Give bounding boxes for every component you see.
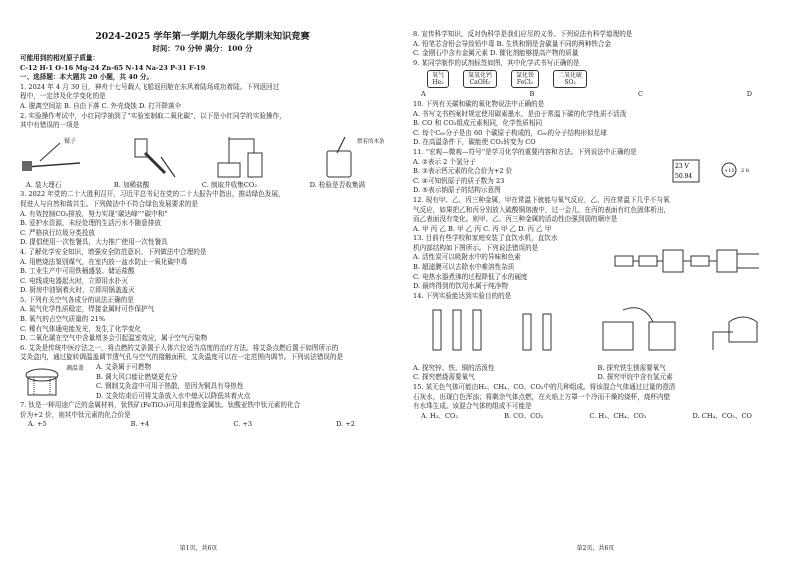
q3-line: 3. 2022 年党的二十大胜利召开，习近平总书记在党的二十大报告中指出，推动绿色发展， — [20, 190, 285, 199]
q12-line: 12. 现有甲、乙、丙三种金属，甲在常温下就能与氧气反应，乙、丙在常温下几乎不与氧 — [413, 195, 670, 204]
q5-option: B. 氧气的占空气质量的 21% — [20, 315, 106, 324]
q12-line: 而乙表面没有变化。则甲、乙、丙三种金属的活动性由强到弱的顺序是 — [413, 215, 618, 224]
q13-option: A. 活性炭可以吸附水中的异味和色素 — [413, 253, 521, 262]
q2-line: 2. 实验操作考试中，小红同学抽到了“实验室制取二氧化碳”，以下是小红同学的实验操作， — [20, 111, 286, 120]
q3-option: A. 有效控制CO₂排放，努力实现“碳达峰”“碳中和” — [20, 209, 168, 218]
q9-line: 9. 某同学制作的试剂标签如图，其中化学式书写正确的是 — [413, 58, 580, 67]
q2-figures — [20, 133, 385, 181]
q10-line: 10. 下列有关碳和碳的氧化物说法中正确的是 — [413, 99, 545, 108]
tweezers-figure — [20, 133, 100, 181]
q4-option: D. 厨房中油锅着火时，立即用锅盖盖灭 — [20, 286, 135, 295]
q13-option: D. 最终得到的饮用水属于纯净物 — [413, 282, 508, 291]
q11-option: A. ②表示 2 个氢分子 — [413, 157, 476, 166]
svg-text:2 8: 2 8 — [741, 167, 749, 174]
reagent-label: 二氧化硫 SO₂ — [553, 70, 587, 88]
q13-line: 机内部结构如下图所示。下列说法错误的是 — [413, 243, 539, 252]
q6-option: A. 艾条属于可燃物 — [96, 363, 152, 372]
reagent-label: 氧气 He₂ — [427, 70, 449, 88]
atomic-masses: C-12 H-1 O-16 Mg-24 Zn-65 N-14 Na-23 P-31 F-19 — [20, 63, 206, 72]
q6-option: C. 钢制艾灸盒中可用于热散，是因为铜具有导热性 — [96, 382, 244, 391]
q14-options-row1: A. 探究锌、铁、铜的活泼性 B. 探究铁生锈需要氧气 — [413, 363, 666, 372]
svg-text:+11: +11 — [724, 167, 735, 174]
q11-option: C. ④可知钒原子的质子数为 23 — [413, 176, 505, 185]
q4-option: C. 电线或电器起火时，立即用水扑灭 — [20, 276, 128, 285]
q5-line: 5. 下列有关空气各成分的说法正确的是 — [20, 295, 134, 304]
q11-line: 11. “宏观—微观—符号”是学习化学的重要内容和方法。下列说法中正确的是 — [413, 147, 637, 156]
q1-options: A. 脱离空间站 B. 自由下落 C. 外壳烧蚀 D. 打开降落伞 — [20, 101, 182, 110]
atomic-heading: 可能用到的相对原子质量： — [20, 54, 100, 62]
q9-options: A B C D — [421, 90, 752, 99]
water-dispenser-figure — [613, 234, 763, 292]
moxibustion-box-figure — [20, 363, 64, 401]
q8-line: 8. 宣传科学知识，反对伪科学是我们应尽的义务。下列说法有科学道理的是 — [413, 30, 633, 38]
q14-options-row2: C. 探究燃烧需要氧气 D. 探究甲烷中含有氢元素 — [413, 373, 673, 382]
test-full-figure — [305, 133, 385, 181]
q6-option: D. 艾灸结束后可将艾条放入水中熄灭以降低其着火点 — [96, 391, 251, 400]
q15-line: 有水珠生成。该混合气体的组成不可能是 — [413, 402, 532, 411]
q10-option: C. 每个C₆₀分子是由 60 个碳原子构成的，C₆₀的分子结构形似足球 — [413, 128, 607, 137]
q12-line: 气反应，如果把乙和丙分别放入硫酸铜溶液中，过一会儿，在丙的表面有红色固体析出， — [413, 205, 671, 214]
q10-option: A. 书写文书档案时规定使用碳素墨水，是由于常温下碳的化学性质不活泼 — [413, 109, 627, 118]
q4-option: A. 用燃烧法鉴别煤气，在室内放一盆水防止一氧化碳中毒 — [20, 257, 188, 266]
q4-line: 4. 了解化学安全知识，增强安全防范意识。下列做法中合理的是 — [20, 247, 207, 256]
time-score: 时间：70 分钟 满分：100 分 — [152, 44, 253, 53]
q3-line: 促进人与自然和谐共生。下列做法中不符合绿色发展要求的是 — [20, 199, 199, 208]
reagent-label: 氯化铁 FeCl₂ — [511, 70, 539, 88]
q3-option: B. 爱护水资源，未经处理的生活污水不随意排放 — [20, 219, 161, 228]
tweezers-label: 镊子 — [64, 137, 77, 145]
svg-text:50.94: 50.94 — [675, 172, 693, 180]
svg-text:23 V: 23 V — [675, 162, 689, 170]
q7-line: 7. 钛是一种用途广泛的金属材料，钛铁矿(FeTiO₃)可用来提炼金属钛。钛酸亚铁中钛元素的化合 — [20, 401, 301, 410]
adjust-lid-label: 调温盖 — [66, 365, 85, 373]
q11-option: D. ⑤表示钠原子的结构示意图 — [413, 186, 501, 195]
q6-block — [20, 363, 385, 401]
burning-stick-label: 燃着的木条 — [357, 138, 385, 145]
q15-line: 石灰水，出现白色浑浊；将剩余气体点燃，在火焰上方罩一个冷而干燥的烧杯，烧杯内壁 — [413, 392, 671, 401]
q6-line: 6. 艾灸是传统中医疗法之一，将点燃的艾条置于人体穴位适当高度的治疗方法。将艾条点燃后置于如图所示的 — [20, 343, 339, 352]
q14-experiments-figure — [413, 302, 773, 360]
exam-title: 2024-2025 学年第一学期九年级化学期末知识竞赛 — [95, 31, 310, 42]
q11-symbols-figure — [643, 158, 763, 196]
q5-option: D. 二氧化碳在空气中含量增多会引起温室效应，属于空气污染物 — [20, 334, 208, 343]
q7-options: A. +5 B. +4 C. +3 D. +2 — [28, 420, 355, 429]
q13-block — [413, 234, 782, 292]
q2-line: 其中有错误的一项是 — [20, 121, 80, 130]
q6-line: 艾灸盒内，通过旋转调温盖调节透气孔与空气的接触面积，艾灸温度可以在一定范围内调节。下列说法错误的是 — [20, 353, 344, 362]
q12-options: A. 甲 丙 乙 B. 甲 乙 丙 C. 丙 甲 乙 D. 丙 乙 甲 — [413, 224, 552, 233]
q8-option: C. 金刚石中含有金属元素 D. 催化剂能够提高产物的质量 — [413, 49, 579, 58]
q13-line: 13. 目前有些学校和家庭安装了直饮水机，直饮水 — [413, 234, 558, 243]
page-footer: 第1页，共6页 — [179, 545, 218, 552]
q15-options: A. H₂、CO₂ B. CO、CO₂ C. H₂、CH₄、CO₂ D. CH₄、CO₂、CO — [421, 411, 752, 420]
q7-line: 价为+2 价，则其中钛元素的化合价是 — [20, 410, 131, 419]
q3-option: C. 严格执行垃圾分类投放 — [20, 228, 95, 237]
q4-option: B. 工业生产中可用铁桶盛装、储运盐酸 — [20, 267, 135, 276]
acid-figure — [115, 133, 195, 181]
q1-line: 程中，一定涉及化学变化的是 — [20, 92, 106, 101]
q5-option: A. 氮气化学性质稳定，焊接金属时可作保护气 — [20, 305, 155, 314]
q2-captions: A. 装大理石 B. 加稀盐酸 C. 制取并收集CO₂ D. 检验是否收集满 — [26, 180, 365, 189]
q5-option: C. 稀有气体通电能发光，发生了化学变化 — [20, 324, 142, 333]
q10-option: D. 在高温条件下，碳能使 CO₂转变为 CO — [413, 138, 536, 147]
q13-option: B. 超滤膜可以去除水中难溶性杂质 — [413, 263, 515, 272]
page-2 — [397, 0, 794, 562]
q9-labels — [413, 70, 782, 88]
q11-option: B. ③表示钙元素的化合价为+2 价 — [413, 167, 513, 176]
section-heading: 一、选择题：本大题共 20 小题，共 40 分。 — [20, 73, 154, 82]
page-footer: 第2页，共6页 — [576, 545, 615, 552]
q10-option: B. CO 和 CO₂组成元素相同，化学性质相同 — [413, 119, 543, 128]
q8-option: A. 铅笔芯含铅会导致铅中毒 B. 生铁和钢是含碳量不同的两种铁合金 — [413, 39, 612, 48]
q14-line: 14. 下列实验能达到实验目的的是 — [413, 292, 512, 301]
q1-line: 1. 2024 年 4 月 30 日，神舟十七号载人飞船返回舱在东风着陆场成功着陆。下列返回过 — [20, 82, 280, 91]
q11-block — [413, 158, 782, 196]
reagent-label: 氢氧化钙 CaOH₂ — [463, 70, 497, 88]
co2-apparatus-figure — [210, 133, 290, 181]
q6-option: B. 调大风口能让燃烧更充分 — [96, 372, 178, 381]
q3-option: D. 提倡使用一次性餐具，大力推广使用一次性餐具 — [20, 238, 168, 247]
q13-option: C. 电热水器煮沸的过程降低了水的硬度 — [413, 272, 528, 281]
q15-line: 15. 某无色气体可能由H₂、CH₄、CO、CO₂中的几种组成。将该混合气体通过过量的澄清 — [413, 383, 676, 392]
